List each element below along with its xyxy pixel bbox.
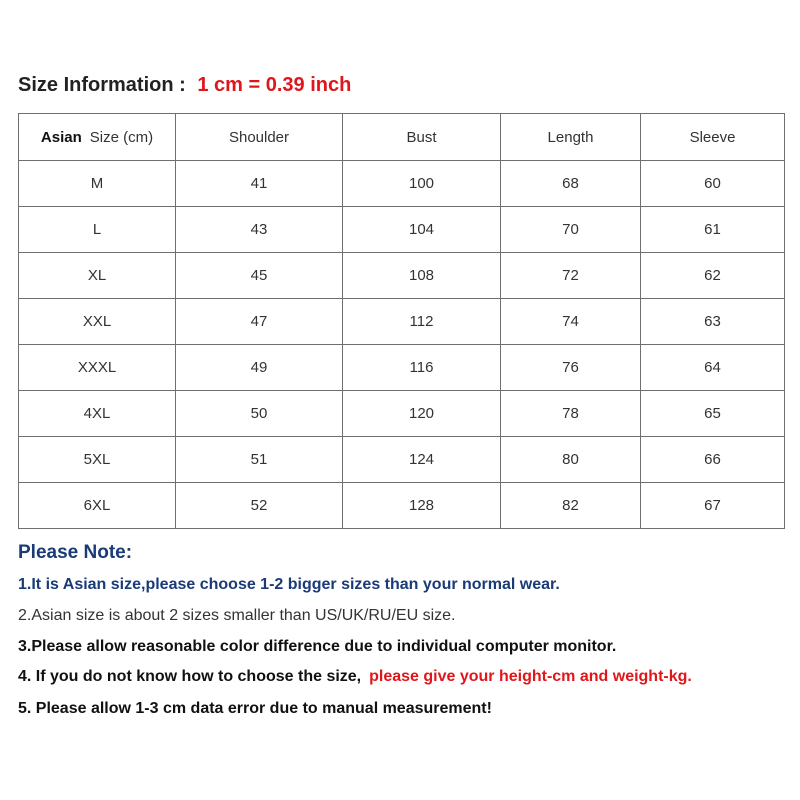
table-row <box>19 345 785 391</box>
note-4-highlight: please give your height-cm and weight-kg. <box>369 668 692 685</box>
cell-sleeve: 67 <box>641 483 785 529</box>
cell-bust: 120 <box>343 391 501 437</box>
cell-shoulder: 50 <box>176 391 343 437</box>
header-length: Length <box>501 114 641 161</box>
cell-shoulder: 43 <box>176 207 343 253</box>
cell-length: 70 <box>501 207 641 253</box>
note-1: 1.It is Asian size,please choose 1-2 bigger sizes than your normal wear. <box>18 576 560 593</box>
cell-bust: 128 <box>343 483 501 529</box>
cell-bust: 124 <box>343 437 501 483</box>
cell-sleeve: 66 <box>641 437 785 483</box>
size-info-title <box>18 74 351 97</box>
cell-bust: 116 <box>343 345 501 391</box>
cell-sleeve: 61 <box>641 207 785 253</box>
table-row <box>19 437 785 483</box>
table-row <box>19 299 785 345</box>
notes-title: Please Note: <box>18 542 133 563</box>
cell-shoulder: 45 <box>176 253 343 299</box>
cell-shoulder: 41 <box>176 161 343 207</box>
cell-size: XXXL <box>19 345 176 391</box>
cell-shoulder: 49 <box>176 345 343 391</box>
cell-bust: 108 <box>343 253 501 299</box>
cell-length: 76 <box>501 345 641 391</box>
cell-length: 78 <box>501 391 641 437</box>
cell-sleeve: 60 <box>641 161 785 207</box>
table-row <box>19 161 785 207</box>
cell-length: 68 <box>501 161 641 207</box>
header-size <box>19 114 176 161</box>
note-2: 2.Asian size is about 2 sizes smaller than US/UK/RU/EU size. <box>18 607 456 624</box>
table-header-row <box>19 114 785 161</box>
cell-bust: 112 <box>343 299 501 345</box>
note-3: 3.Please allow reasonable color difference due to individual computer monitor. <box>18 638 617 655</box>
cell-size: 5XL <box>19 437 176 483</box>
note-4-text: 4. If you do not know how to choose the size, <box>18 668 362 685</box>
cell-size: L <box>19 207 176 253</box>
cell-shoulder: 51 <box>176 437 343 483</box>
note-5: 5. Please allow 1-3 cm data error due to manual measurement! <box>18 700 492 717</box>
cell-length: 80 <box>501 437 641 483</box>
cell-size: XL <box>19 253 176 299</box>
cell-shoulder: 47 <box>176 299 343 345</box>
cell-size: XXL <box>19 299 176 345</box>
table-row <box>19 207 785 253</box>
size-chart-table <box>18 113 785 529</box>
cell-sleeve: 62 <box>641 253 785 299</box>
cell-bust: 100 <box>343 161 501 207</box>
cell-length: 82 <box>501 483 641 529</box>
cell-length: 74 <box>501 299 641 345</box>
header-bust: Bust <box>343 114 501 161</box>
cell-size: 6XL <box>19 483 176 529</box>
cell-bust: 104 <box>343 207 501 253</box>
cell-size: M <box>19 161 176 207</box>
table-row <box>19 391 785 437</box>
header-asian: Asian <box>40 128 82 146</box>
note-4 <box>18 668 692 686</box>
table-row <box>19 483 785 529</box>
header-size-label: Size (cm) <box>89 128 154 146</box>
cell-sleeve: 65 <box>641 391 785 437</box>
table-row <box>19 253 785 299</box>
cell-size: 4XL <box>19 391 176 437</box>
title-label: Size Information : <box>18 74 186 96</box>
cell-sleeve: 63 <box>641 299 785 345</box>
cell-sleeve: 64 <box>641 345 785 391</box>
cell-length: 72 <box>501 253 641 299</box>
cell-shoulder: 52 <box>176 483 343 529</box>
unit-conversion: 1 cm = 0.39 inch <box>197 74 352 96</box>
header-shoulder: Shoulder <box>176 114 343 161</box>
header-sleeve: Sleeve <box>641 114 785 161</box>
